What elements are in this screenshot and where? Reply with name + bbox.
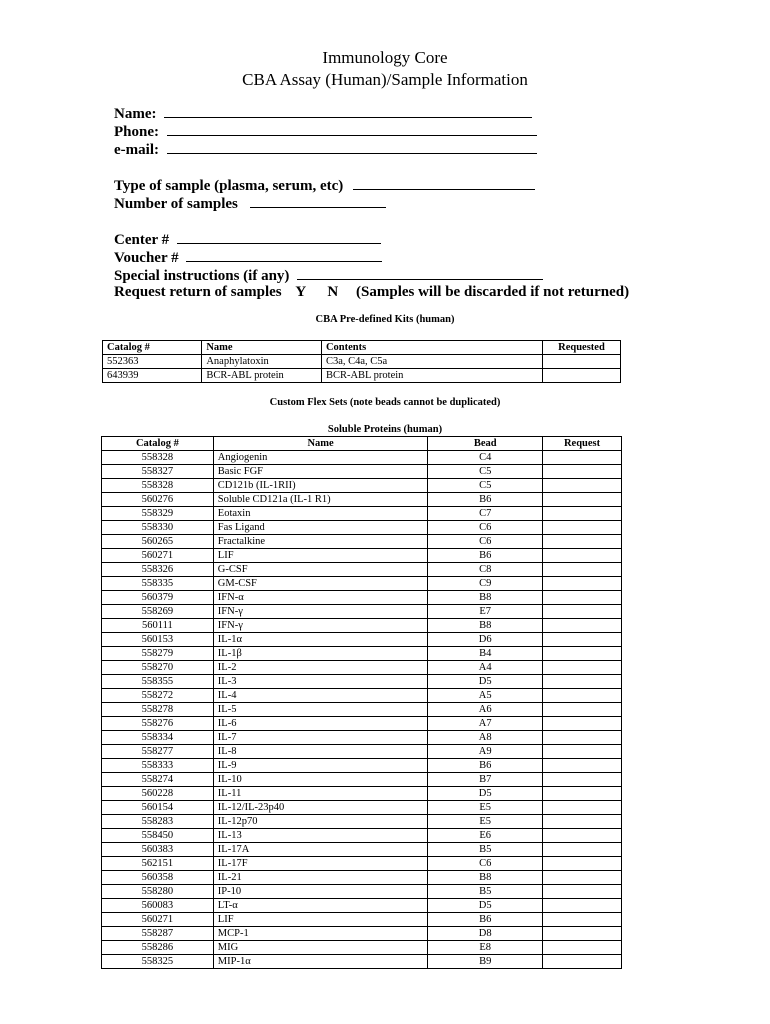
flex-catalog-cell: 558287 [102, 927, 214, 941]
flex-subcaption: Soluble Proteins (human) [327, 424, 443, 435]
flex-header-name: Name [213, 437, 428, 451]
flex-catalog-cell: 558286 [102, 941, 214, 955]
flex-request-cell[interactable] [543, 801, 622, 815]
flex-name-cell: IP-10 [213, 885, 428, 899]
table-row [102, 773, 622, 787]
flex-catalog-cell: 558330 [102, 521, 214, 535]
flex-request-cell[interactable] [543, 745, 622, 759]
flex-bead-cell: B8 [428, 591, 543, 605]
flex-catalog-cell: 558328 [102, 479, 214, 493]
flex-request-cell[interactable] [543, 563, 622, 577]
num-samples-field[interactable] [250, 193, 386, 208]
flex-name-cell: IL-2 [213, 661, 428, 675]
flex-name-cell: Angiogenin [213, 451, 428, 465]
flex-bead-cell: E5 [428, 815, 543, 829]
kit-contents-cell: C3a, C4a, C5a [321, 355, 542, 369]
flex-catalog-cell: 558327 [102, 465, 214, 479]
table-row [102, 577, 622, 591]
flex-catalog-cell: 558283 [102, 815, 214, 829]
flex-bead-cell: C6 [428, 857, 543, 871]
flex-request-cell[interactable] [543, 955, 622, 969]
flex-catalog-cell: 562151 [102, 857, 214, 871]
flex-name-cell: Soluble CD121a (IL-1 R1) [213, 493, 428, 507]
flex-catalog-cell: 560358 [102, 871, 214, 885]
flex-name-cell: IL-11 [213, 787, 428, 801]
table-row [102, 605, 622, 619]
flex-bead-cell: A9 [428, 745, 543, 759]
flex-request-cell[interactable] [543, 885, 622, 899]
flex-request-cell[interactable] [543, 787, 622, 801]
flex-bead-cell: C4 [428, 451, 543, 465]
flex-bead-cell: B5 [428, 885, 543, 899]
flex-request-cell[interactable] [543, 535, 622, 549]
flex-catalog-cell: 560276 [102, 493, 214, 507]
flex-name-cell: IL-21 [213, 871, 428, 885]
flex-bead-cell: D5 [428, 675, 543, 689]
flex-catalog-cell: 560379 [102, 591, 214, 605]
flex-bead-cell: C8 [428, 563, 543, 577]
flex-name-cell: Fractalkine [213, 535, 428, 549]
voucher-label: Voucher # [114, 250, 179, 266]
table-row [102, 507, 622, 521]
flex-name-cell: IL-7 [213, 731, 428, 745]
center-label: Center # [114, 232, 170, 248]
flex-request-cell[interactable] [543, 857, 622, 871]
kit-name-cell: Anaphylatoxin [202, 355, 322, 369]
table-row [102, 619, 622, 633]
flex-request-cell[interactable] [543, 619, 622, 633]
flex-request-cell[interactable] [543, 815, 622, 829]
flex-name-cell: IFN-γ [213, 605, 428, 619]
table-row [102, 857, 622, 871]
flex-bead-cell: C7 [428, 507, 543, 521]
flex-name-cell: MCP-1 [213, 927, 428, 941]
flex-catalog-cell: 558450 [102, 829, 214, 843]
table-row [102, 717, 622, 731]
flex-request-cell[interactable] [543, 899, 622, 913]
flex-request-cell[interactable] [543, 759, 622, 773]
flex-bead-cell: A6 [428, 703, 543, 717]
flex-name-cell: IL-5 [213, 703, 428, 717]
table-row [102, 479, 622, 493]
table-row [102, 815, 622, 829]
flex-catalog-cell: 558274 [102, 773, 214, 787]
table-row [102, 829, 622, 843]
flex-name-cell: IFN-α [213, 591, 428, 605]
flex-catalog-cell: 560111 [102, 619, 214, 633]
name-field[interactable] [164, 103, 532, 118]
flex-catalog-cell: 558335 [102, 577, 214, 591]
flex-name-cell: IL-9 [213, 759, 428, 773]
flex-request-cell[interactable] [543, 605, 622, 619]
flex-name-cell: IL-8 [213, 745, 428, 759]
flex-name-cell: IL-12/IL-23p40 [213, 801, 428, 815]
flex-catalog-cell: 558278 [102, 703, 214, 717]
flex-catalog-cell: 558277 [102, 745, 214, 759]
flex-bead-cell: A7 [428, 717, 543, 731]
flex-name-cell: IL-17A [213, 843, 428, 857]
table-row [102, 493, 622, 507]
table-row [103, 369, 621, 383]
flex-request-cell[interactable] [543, 843, 622, 857]
flex-name-cell: IL-13 [213, 829, 428, 843]
flex-catalog-cell: 558276 [102, 717, 214, 731]
special-instructions-label: Special instructions (if any) [114, 268, 290, 284]
flex-request-cell[interactable] [543, 675, 622, 689]
flex-name-cell: Basic FGF [213, 465, 428, 479]
table-row [102, 731, 622, 745]
kits-header-catalog: Catalog # [103, 341, 202, 355]
flex-request-cell[interactable] [543, 451, 622, 465]
flex-catalog-cell: 560383 [102, 843, 214, 857]
table-row [102, 745, 622, 759]
flex-bead-cell: C5 [428, 465, 543, 479]
phone-field[interactable] [167, 121, 537, 136]
table-row [102, 843, 622, 857]
kit-requested-cell[interactable] [542, 355, 620, 369]
flex-bead-cell: E5 [428, 801, 543, 815]
kit-requested-cell[interactable] [542, 369, 620, 383]
flex-catalog-cell: 558333 [102, 759, 214, 773]
table-row [103, 355, 621, 369]
flex-catalog-cell: 560154 [102, 801, 214, 815]
flex-request-cell[interactable] [543, 731, 622, 745]
flex-bead-cell: A4 [428, 661, 543, 675]
flex-bead-cell: D5 [428, 899, 543, 913]
special-instructions-field[interactable] [297, 265, 543, 280]
flex-catalog-cell: 560265 [102, 535, 214, 549]
sample-type-label: Type of sample (plasma, serum, etc) [114, 178, 344, 194]
table-row [102, 955, 622, 969]
table-row [102, 647, 622, 661]
table-row [102, 871, 622, 885]
table-row [102, 899, 622, 913]
flex-caption: Custom Flex Sets (note beads cannot be duplicated) [269, 397, 501, 408]
flex-name-cell: IL-1α [213, 633, 428, 647]
flex-catalog-cell: 558329 [102, 507, 214, 521]
name-label: Name: [114, 106, 157, 122]
table-row [102, 675, 622, 689]
flex-catalog-cell: 558270 [102, 661, 214, 675]
flex-sets-table [101, 436, 622, 969]
flex-bead-cell: E7 [428, 605, 543, 619]
flex-bead-cell: E8 [428, 941, 543, 955]
flex-request-cell[interactable] [543, 647, 622, 661]
table-row [102, 535, 622, 549]
flex-name-cell: IL-17F [213, 857, 428, 871]
flex-name-cell: IL-4 [213, 689, 428, 703]
flex-bead-cell: A8 [428, 731, 543, 745]
flex-bead-cell: B5 [428, 843, 543, 857]
kits-caption: CBA Pre-defined Kits (human) [315, 314, 455, 325]
flex-catalog-cell: 558272 [102, 689, 214, 703]
flex-bead-cell: C5 [428, 479, 543, 493]
flex-bead-cell: B8 [428, 619, 543, 633]
flex-request-cell[interactable] [543, 913, 622, 927]
kit-catalog-cell: 643939 [103, 369, 202, 383]
flex-bead-cell: D5 [428, 787, 543, 801]
flex-name-cell: GM-CSF [213, 577, 428, 591]
flex-request-cell[interactable] [543, 689, 622, 703]
flex-name-cell: IFN-γ [213, 619, 428, 633]
flex-request-cell[interactable] [543, 717, 622, 731]
document-subtitle: CBA Assay (Human)/Sample Information [242, 70, 528, 89]
table-row [102, 941, 622, 955]
predefined-kits-table [102, 340, 621, 383]
flex-bead-cell: A5 [428, 689, 543, 703]
flex-catalog-cell: 558334 [102, 731, 214, 745]
flex-catalog-cell: 558279 [102, 647, 214, 661]
flex-catalog-cell: 560153 [102, 633, 214, 647]
flex-bead-cell: B6 [428, 549, 543, 563]
table-row [102, 451, 622, 465]
flex-bead-cell: B4 [428, 647, 543, 661]
flex-request-cell[interactable] [543, 941, 622, 955]
flex-bead-cell: B9 [428, 955, 543, 969]
flex-bead-cell: E6 [428, 829, 543, 843]
table-row [102, 787, 622, 801]
flex-catalog-cell: 560271 [102, 913, 214, 927]
table-row [102, 759, 622, 773]
flex-request-cell[interactable] [543, 703, 622, 717]
table-row [102, 703, 622, 717]
kit-contents-cell: BCR-ABL protein [321, 369, 542, 383]
flex-catalog-cell: 558355 [102, 675, 214, 689]
voucher-field[interactable] [186, 247, 382, 262]
flex-name-cell: IL-6 [213, 717, 428, 731]
flex-catalog-cell: 558326 [102, 563, 214, 577]
flex-catalog-cell: 558269 [102, 605, 214, 619]
flex-name-cell: LT-α [213, 899, 428, 913]
flex-name-cell: IL-10 [213, 773, 428, 787]
kits-header-contents: Contents [321, 341, 542, 355]
num-samples-label: Number of samples [114, 196, 238, 212]
table-row [102, 549, 622, 563]
flex-name-cell: Fas Ligand [213, 521, 428, 535]
flex-bead-cell: B6 [428, 759, 543, 773]
table-row [102, 591, 622, 605]
phone-label: Phone: [114, 124, 159, 140]
flex-bead-cell: B8 [428, 871, 543, 885]
flex-bead-cell: D8 [428, 927, 543, 941]
flex-catalog-cell: 558325 [102, 955, 214, 969]
flex-catalog-cell: 560228 [102, 787, 214, 801]
kits-header-requested: Requested [542, 341, 620, 355]
table-row [102, 913, 622, 927]
flex-name-cell: Eotaxin [213, 507, 428, 521]
flex-catalog-cell: 558328 [102, 451, 214, 465]
sample-type-field[interactable] [353, 175, 535, 190]
flex-request-cell[interactable] [543, 927, 622, 941]
table-row [102, 465, 622, 479]
flex-catalog-cell: 558280 [102, 885, 214, 899]
return-no-option[interactable]: N [327, 284, 339, 300]
flex-header-request: Request [543, 437, 622, 451]
return-samples-label: Request return of samples [114, 284, 282, 300]
flex-request-cell[interactable] [543, 465, 622, 479]
flex-name-cell: MIP-1α [213, 955, 428, 969]
flex-name-cell: IL-3 [213, 675, 428, 689]
flex-request-cell[interactable] [543, 549, 622, 563]
document-title: Immunology Core [322, 48, 448, 67]
flex-request-cell[interactable] [543, 521, 622, 535]
flex-request-cell[interactable] [543, 591, 622, 605]
flex-name-cell: IL-1β [213, 647, 428, 661]
flex-bead-cell: D6 [428, 633, 543, 647]
flex-name-cell: LIF [213, 913, 428, 927]
flex-request-cell[interactable] [543, 829, 622, 843]
table-row [102, 927, 622, 941]
flex-header-catalog: Catalog # [102, 437, 214, 451]
kit-catalog-cell: 552363 [103, 355, 202, 369]
flex-request-cell[interactable] [543, 493, 622, 507]
table-row [102, 563, 622, 577]
return-yes-option[interactable]: Y [295, 284, 306, 300]
flex-request-cell[interactable] [543, 507, 622, 521]
flex-bead-cell: C6 [428, 535, 543, 549]
flex-bead-cell: B6 [428, 913, 543, 927]
flex-request-cell[interactable] [543, 773, 622, 787]
table-row [102, 885, 622, 899]
table-row [102, 801, 622, 815]
flex-catalog-cell: 560083 [102, 899, 214, 913]
return-note: (Samples will be discarded if not returned) [356, 284, 630, 300]
flex-request-cell[interactable] [543, 661, 622, 675]
flex-header-bead: Bead [428, 437, 543, 451]
flex-request-cell[interactable] [543, 479, 622, 493]
email-field[interactable] [167, 139, 537, 154]
flex-name-cell: CD121b (IL-1RII) [213, 479, 428, 493]
flex-name-cell: LIF [213, 549, 428, 563]
flex-name-cell: G-CSF [213, 563, 428, 577]
flex-bead-cell: B6 [428, 493, 543, 507]
kit-name-cell: BCR-ABL protein [202, 369, 322, 383]
flex-request-cell[interactable] [543, 577, 622, 591]
kits-header-name: Name [202, 341, 322, 355]
center-field[interactable] [177, 229, 381, 244]
table-row [102, 689, 622, 703]
flex-catalog-cell: 560271 [102, 549, 214, 563]
flex-name-cell: MIG [213, 941, 428, 955]
table-row [102, 633, 622, 647]
flex-request-cell[interactable] [543, 871, 622, 885]
flex-bead-cell: C9 [428, 577, 543, 591]
table-row [102, 661, 622, 675]
flex-name-cell: IL-12p70 [213, 815, 428, 829]
flex-bead-cell: B7 [428, 773, 543, 787]
email-label: e-mail: [114, 142, 159, 158]
table-row [102, 521, 622, 535]
flex-bead-cell: C6 [428, 521, 543, 535]
flex-request-cell[interactable] [543, 633, 622, 647]
